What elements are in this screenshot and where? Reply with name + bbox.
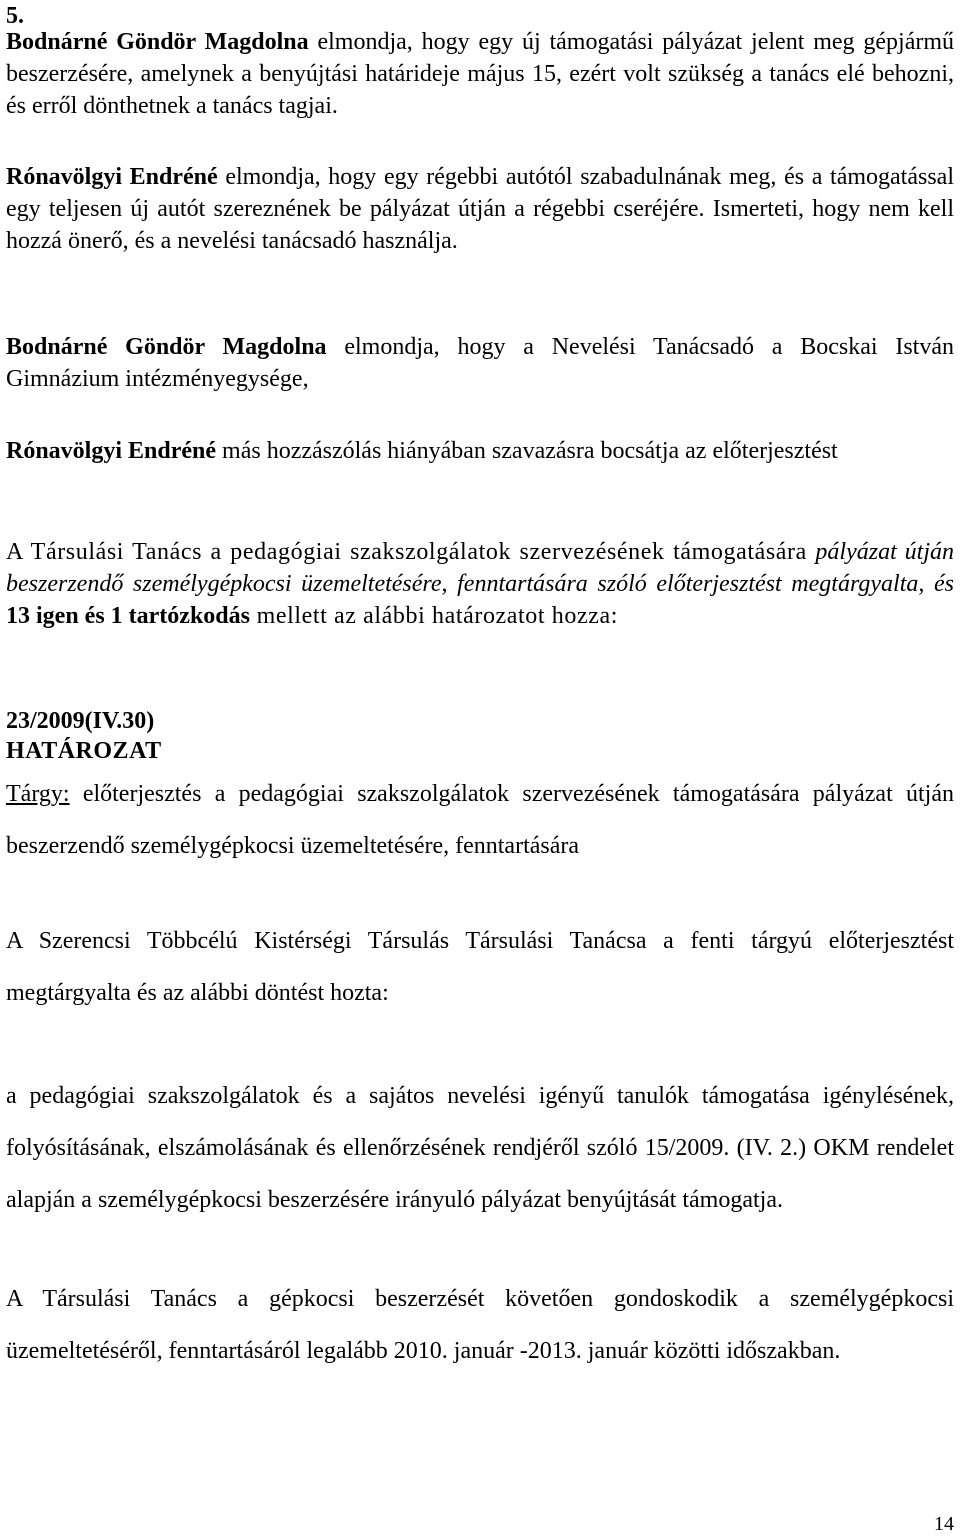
paragraph-lead: A Társulási Tanács a pedagógiai szakszolgálatok szervezésének támogatására — [6, 539, 816, 565]
paragraph-6: A Szerencsi Többcélú Kistérségi Társulás Társulási Tanácsa a fenti tárgyú előterjesztést megtárgyalta és az alábbi döntést hozta: — [6, 928, 954, 1006]
paragraph-2 — [6, 161, 954, 257]
page-number: 14 — [934, 1513, 954, 1535]
subject-label: Tárgy: — [6, 781, 70, 807]
speaker-name: Rónavölgyi Endréné — [6, 438, 217, 464]
speaker-name: Rónavölgyi Endréné — [6, 164, 218, 190]
paragraph-1 — [6, 26, 954, 122]
paragraph-tail: mellett az alábbi határozatot hozza: — [249, 603, 619, 629]
paragraph-3 — [6, 331, 954, 395]
subject-paragraph — [6, 768, 954, 872]
paragraph-7: a pedagógiai szakszolgálatok és a sajátos nevelési igényű tanulók támogatása igénylésének, folyósításának, elszámolásának és ellenőrzésének rendjéről szóló 15/2009. (IV. 2.) OKM rendelet alapján a személygépkocsi beszerzésére irányuló pályázat benyújtását támogatja. — [6, 1083, 954, 1213]
paragraph-italic: pályázat útján beszerzendő személygépkocsi üzemeltetésére, fenntartására szóló előterjesztést megtárgyalta, és — [6, 539, 954, 597]
paragraph-4 — [6, 435, 954, 467]
section-number: 5. — [6, 3, 24, 29]
speaker-name: Bodnárné Göndör Magdolna — [6, 29, 309, 55]
resolution-title: HATÁROZAT — [6, 738, 162, 764]
vote-count: 13 igen és 1 tartózkodás — [6, 603, 250, 629]
paragraph-8: A Társulási Tanács a gépkocsi beszerzését követően gondoskodik a személygépkocsi üzemeltetéséről, fenntartásáról legalább 2010. január -2013. január közötti időszakban. — [6, 1286, 954, 1364]
paragraph-text: elmondja, hogy egy új támogatási pályázat jelent meg gépjármű beszerzésére, amelynek a benyújtási határideje május 15, ezért volt szükség a tanács elé behozni, és erről dönthetnek a tanács tagjai. — [6, 29, 955, 119]
paragraph-text: más hozzászólás hiányában szavazásra bocsátja az előterjesztést — [216, 438, 838, 464]
speaker-name: Bodnárné Göndör Magdolna — [6, 334, 327, 360]
paragraph-5 — [6, 536, 954, 632]
paragraph-text: elmondja, hogy a Nevelési Tanácsadó a Bocskai István Gimnázium intézményegysége, — [6, 334, 955, 392]
resolution-reference: 23/2009(IV.30) — [6, 708, 155, 734]
paragraph-text: elmondja, hogy egy régebbi autótól szabadulnának meg, és a támogatással egy teljesen új autót szereznének be pályázat útján a régebbi cseréjére. Ismerteti, hogy nem kell hozzá önerő, és a nevelési tanácsadó használja. — [6, 164, 954, 254]
subject-text: előterjesztés a pedagógiai szakszolgálatok szervezésének támogatására pályázat útján beszerzendő személygépkocsi üzemeltetésére, fenntartására — [6, 781, 954, 859]
